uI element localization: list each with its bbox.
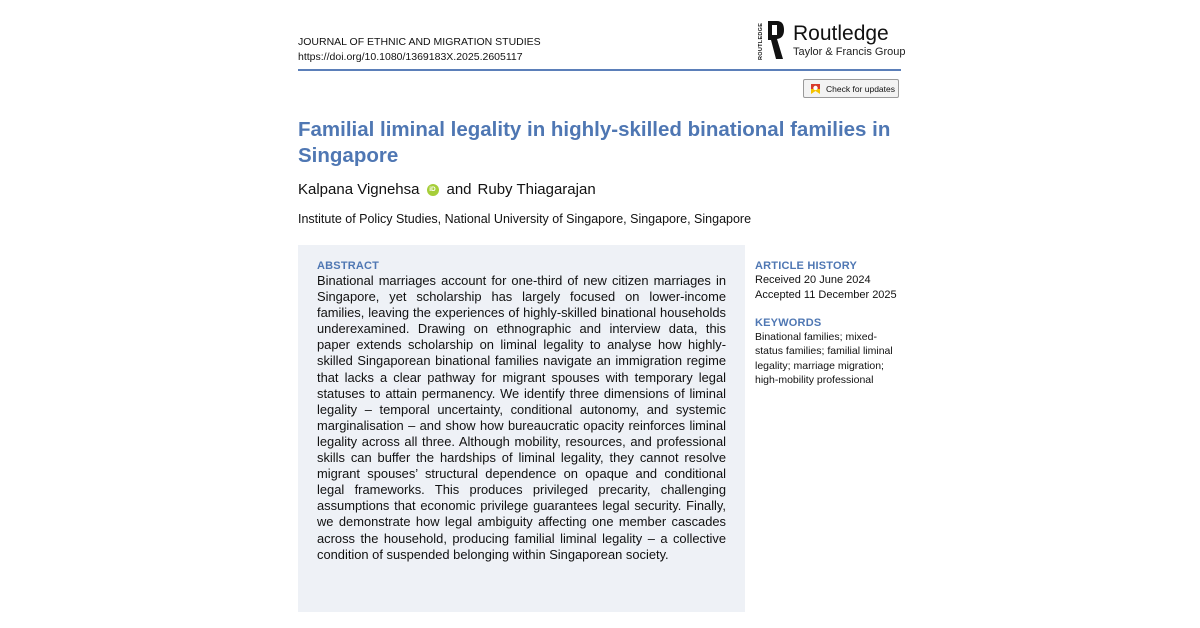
logo-vertical-text: ROUTLEDGE [758,22,764,60]
author-conjunction: and [446,181,472,198]
header-divider [298,69,901,71]
keywords-heading: KEYWORDS [755,317,822,329]
doi-link[interactable]: https://doi.org/10.1080/1369183X.2025.2605117 [298,51,523,63]
orcid-icon[interactable]: iD [427,184,439,196]
article-sidebar [755,260,905,387]
article-title: Familial liminal legality in highly-skilled binational families in Singapore [298,118,891,167]
article-history-heading: ARTICLE HISTORY [755,260,858,272]
abstract-text: Binational marriages account for one-third of new citizen marriages in Singapore, yet scholarship has largely focused on lower-income families, leaving the experiences of highly-skilled binational households underexamined. Drawing on ethnographic and interview data, this paper extends scholarship on liminal legality to analyse how highly-skilled Singaporean binational families navigate an immigration regime that lacks a clear pathway for migrant spouses with temporary legal statuses to attain permanency. We identify three dimensions of liminal legality – temporal uncertainty, conditional autonomy, and systemic marginalisation – and show how bureaucratic opacity reinforces liminal legality across all three. Although mobility, resources, and professional skills can buffer the hardships of liminal legality, they cannot resolve migrant spouses’ structural dependence on opaque and conditional legal frameworks. This produces privileged precarity, challenging assumptions that economic privilege guarantees legal security. Finally, we demonstrate how legal ambiguity affecting one member cascades across the household, producing familial liminal legality – a collective condition of suspended belonging within Singaporean society. [317,273,726,562]
publisher-logo[interactable] [758,20,905,62]
crossmark-icon [810,83,821,95]
abstract-box [298,245,745,612]
author-affiliation: Institute of Policy Studies, National University of Singapore, Singapore, Singapore [298,212,752,226]
publisher-name: Routledge [793,22,889,45]
keywords-list: Binational families; mixed-status families; familial liminal legality; marriage migration; high-mobility professional [755,331,893,386]
author-name[interactable]: Ruby Thiagarajan [477,181,596,198]
author-list [298,180,596,200]
publisher-subtitle: Taylor & Francis Group [793,46,906,58]
journal-header [298,35,541,65]
accepted-date: Accepted 11 December 2025 [755,288,897,301]
check-for-updates-label: Check for updates [826,83,895,94]
check-for-updates-button[interactable] [803,79,899,98]
received-date: Received 20 June 2024 [755,274,871,286]
routledge-r-logo [758,20,786,62]
abstract-heading: ABSTRACT [317,260,380,272]
journal-name: JOURNAL OF ETHNIC AND MIGRATION STUDIES [298,36,541,48]
author-name[interactable]: Kalpana Vignehsa [298,181,420,198]
